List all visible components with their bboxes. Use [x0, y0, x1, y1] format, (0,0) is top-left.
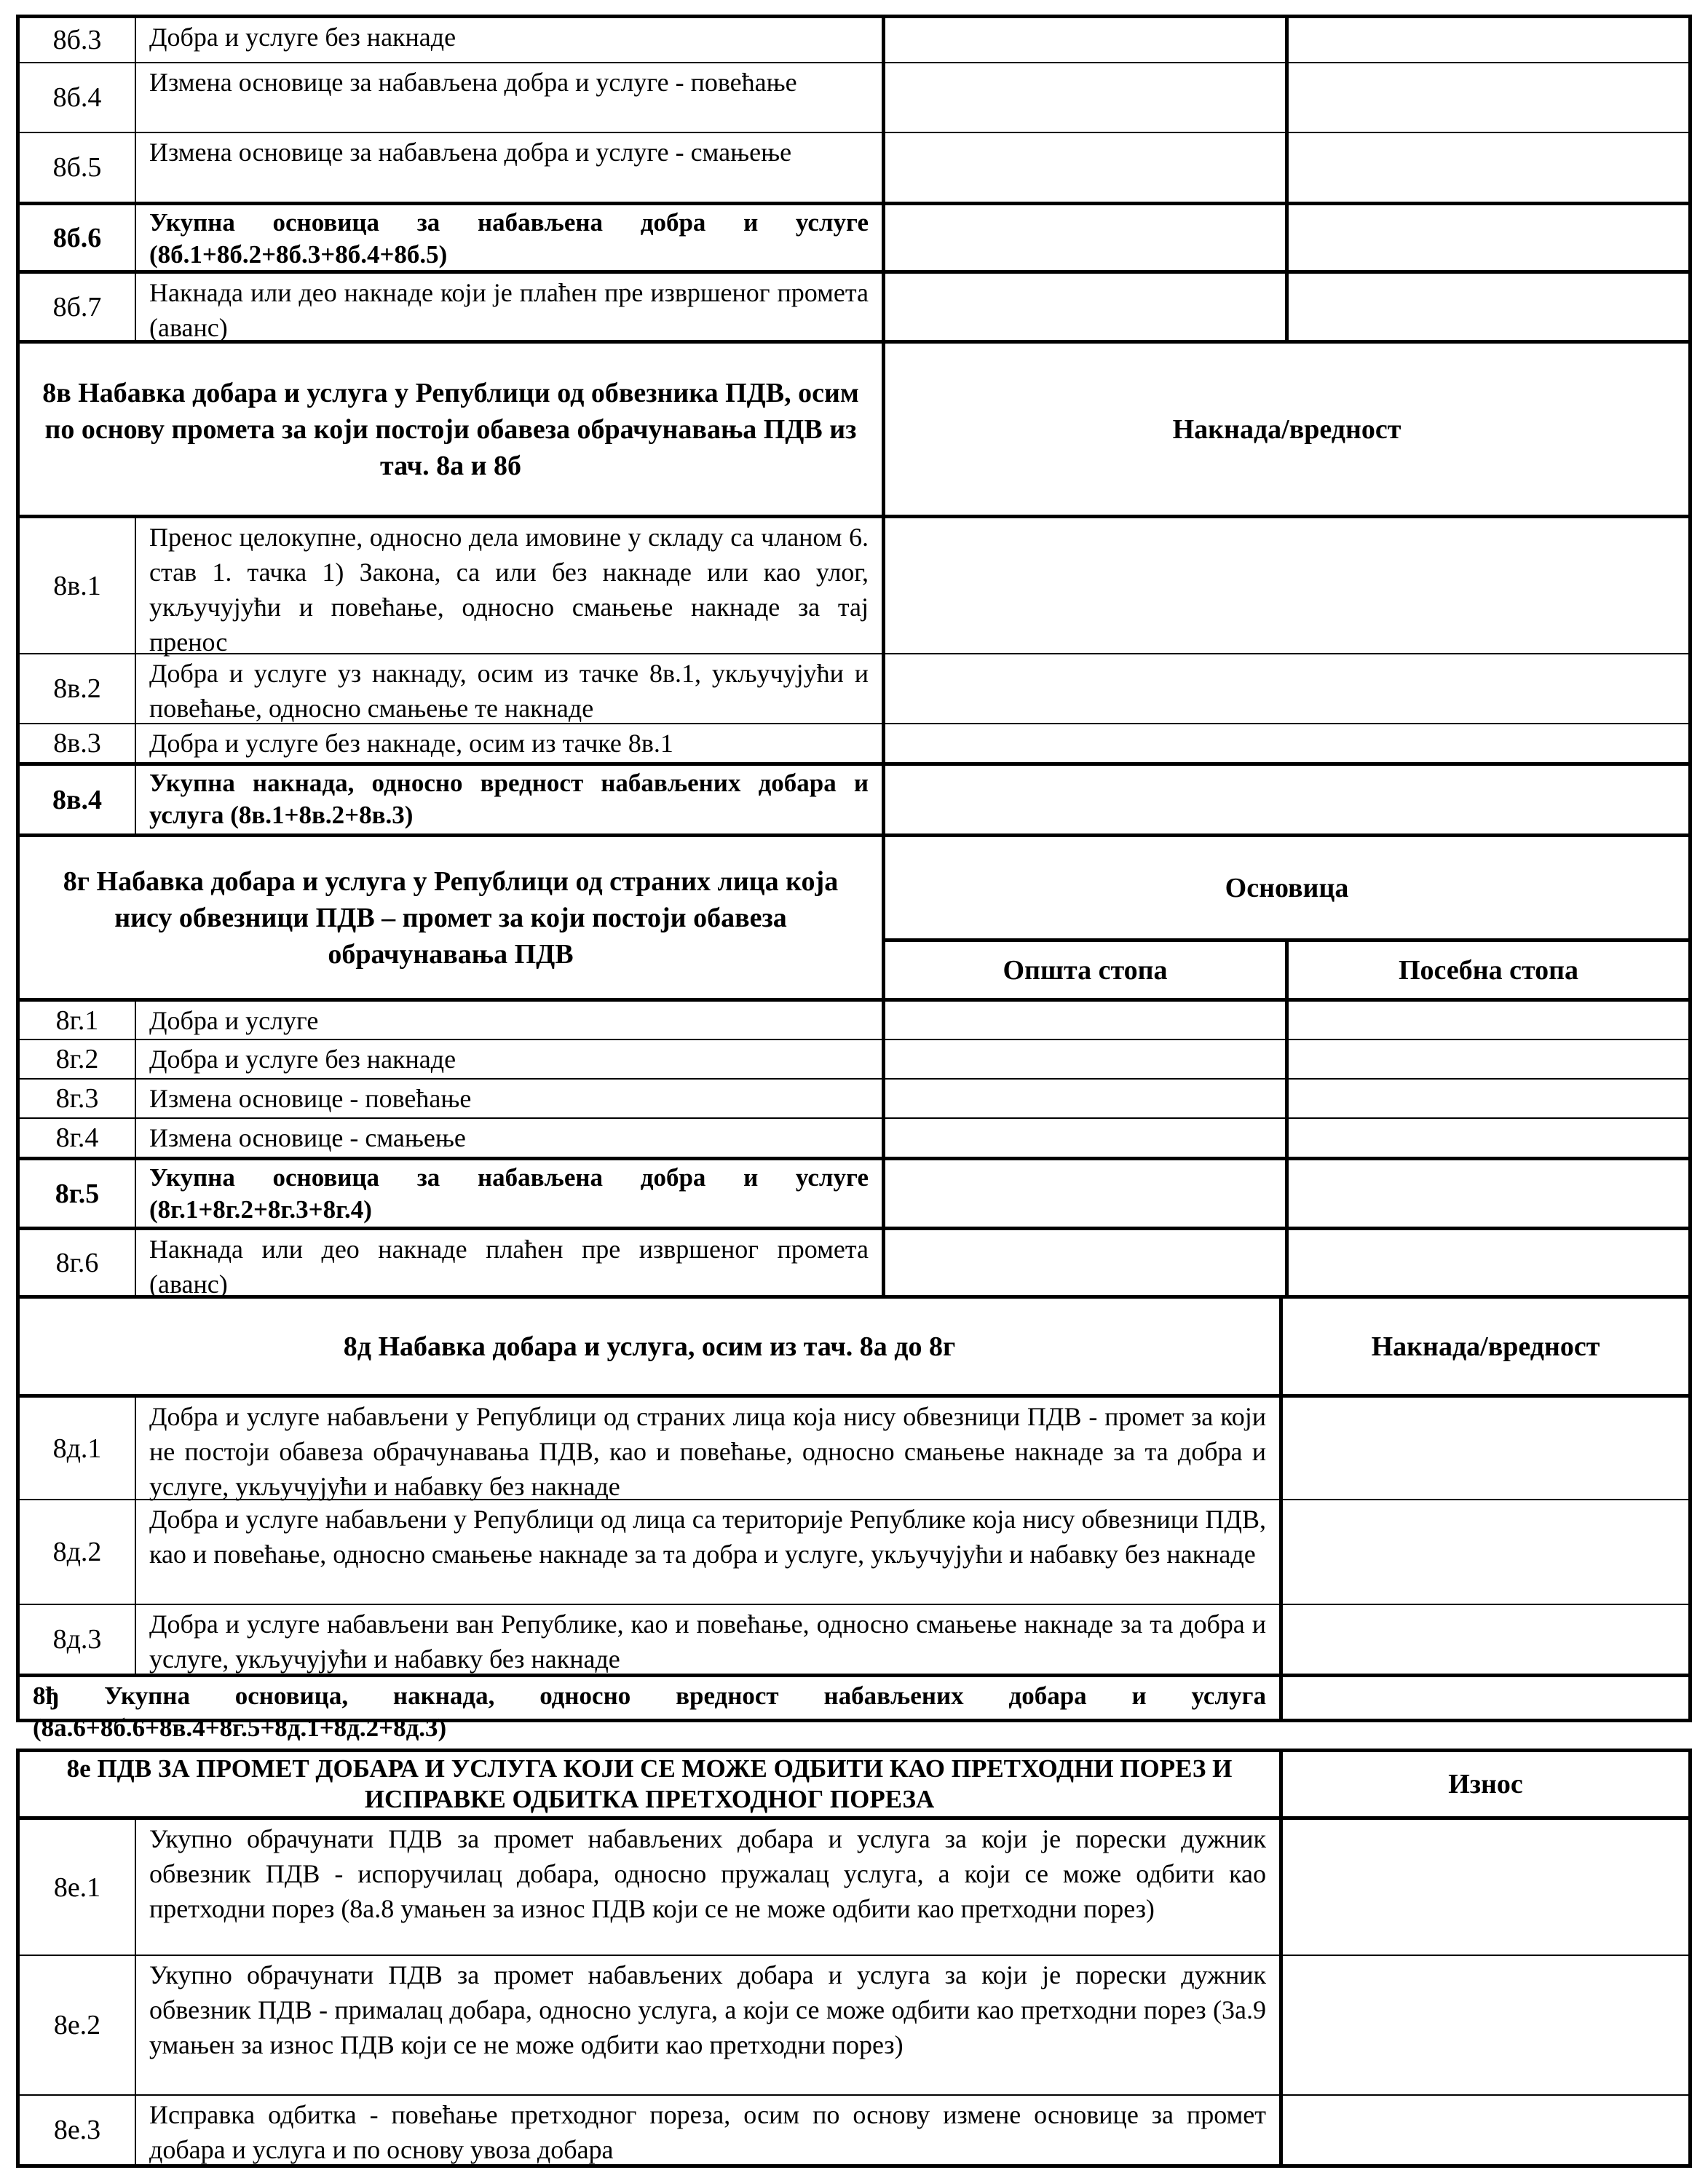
value-input-general[interactable] [882, 1160, 1285, 1227]
row-description: Добра и услуге без накнаде, осим из тачке 8в.1 [149, 729, 673, 758]
value-input-general[interactable] [882, 1040, 1285, 1078]
row-description: Измена основице за набављена добра и услуге - повећање [149, 68, 797, 97]
row-code: 8в.1 [20, 518, 136, 653]
row-code: 8в.2 [20, 654, 136, 723]
row-code: 8г.1 [20, 1002, 136, 1039]
column-header-special: Посебна стопа [1285, 942, 1688, 998]
total-row [20, 1674, 1688, 1742]
row-description: Укупно обрачунати ПДВ за промет набављених добара и услуга за који је порески дужник обвезник ПДВ - прималац добара, односно услуга, а који се може одбити као претходни порез (3а.9 умањен за износ ПДВ који се не може одбити као претходни порез) [149, 1960, 1266, 2059]
value-input-general[interactable] [882, 133, 1285, 202]
table-row [20, 653, 1688, 723]
row-description: Добра и услуге [149, 1006, 319, 1035]
column-header: Основица [1225, 872, 1349, 903]
section-title: 8д Набавка добара и услуга, осим из тач. 8а до 8г [343, 1331, 956, 1362]
value-input[interactable] [882, 724, 1688, 762]
row-description: Измена основице - смањење [149, 1123, 466, 1152]
row-code: 8г.3 [20, 1080, 136, 1117]
row-description: Добра и услуге набављени у Републици од лица са територије Републике која нису обвезници ПДВ, као и повећање, односно смањење накнаде за та добра и услуге, укључујући и набавку без накнаде [149, 1505, 1266, 1569]
value-input[interactable] [1279, 1820, 1688, 1955]
column-header-general: Општа стопа [882, 942, 1285, 998]
total-description: 8ђ Укупна основица, накнада, односно вредност набављених добара и услуга (8а.6+8б.6+8в.4+8г.5+8д.1+8д.2+8д.3) [33, 1682, 1266, 1742]
table-row [20, 1394, 1688, 1499]
row-description: Укупна основица за набављена добра и услуге (8г.1+8г.2+8г.3+8г.4) [149, 1163, 869, 1224]
table-row [20, 1955, 1688, 2094]
value-input-general[interactable] [882, 1080, 1285, 1117]
table-row [20, 1604, 1688, 1674]
row-code: 8д.2 [20, 1500, 136, 1604]
row-code: 8г.4 [20, 1119, 136, 1157]
table-row [20, 18, 1688, 62]
value-input[interactable] [882, 654, 1688, 723]
section-title: 8в Набавка добара и услуга у Републици од обвезника ПДВ, осим по основу промета за који постоји обавеза обрачунавања ПДВ из тач. 8а и 8б [42, 377, 859, 481]
column-header: Накнада/вредност [1279, 1299, 1688, 1394]
value-input-special[interactable] [1285, 274, 1688, 340]
row-description: Измена основице за набављена добра и услуге - смањење [149, 138, 792, 167]
row-code: 8д.3 [20, 1605, 136, 1674]
deductible-vat-table [16, 1749, 1692, 2168]
row-code: 8е.3 [20, 2096, 136, 2164]
section-header-8e [20, 1752, 1688, 1816]
row-description: Укупна накнада, односно вредност набављених добара и услуга (8в.1+8в.2+8в.3) [149, 769, 869, 829]
row-description: Накнада или део накнаде који је плаћен пре извршеног промета (аванс) [149, 278, 869, 342]
value-input-general[interactable] [882, 1230, 1285, 1295]
total-value-input[interactable] [1279, 1677, 1688, 1719]
row-description: Укупно обрачунати ПДВ за промет набављених добара и услуга за који је порески дужник обвезник ПДВ - испоручилац добара, односно пружалац услуга, а који се може одбити као претходни порез (8а.8 умањен за износ ПДВ који се не може одбити као претходни порез) [149, 1824, 1266, 1923]
row-code: 8е.2 [20, 1956, 136, 2094]
row-description: Пренос целокупне, односно дела имовине у складу са чланом 6. став 1. тачка 1) Закона, са или без накнаде или као улог, укључујући и повећање, односно смањење накнаде за тај пренос [149, 523, 869, 657]
row-description: Накнада или део накнаде плаћен пре извршеног промета (аванс) [149, 1235, 869, 1299]
row-description: Добра и услуге набављени у Републици од страних лица која нису обвезници ПДВ - промет за који не постоји обавеза обрачунавања ПДВ, као и повећање, односно смањење накнаде за та добра и услуге, укључујући и набавку без накнаде [149, 1402, 1266, 1501]
value-input-general[interactable] [882, 1002, 1285, 1039]
value-input-special[interactable] [1285, 63, 1688, 132]
row-code: 8г.6 [20, 1230, 136, 1295]
row-code: 8б.5 [20, 133, 136, 202]
value-input[interactable] [882, 518, 1688, 653]
section-title: 8е ПДВ ЗА ПРОМЕТ ДОБАРА И УСЛУГА КОЈИ СЕ МОЖЕ ОДБИТИ КАО ПРЕТХОДНИ ПОРЕЗ И ИСПРАВКЕ ОДБИТКА ПРЕТХОДНОГ ПОРЕЗА [66, 1754, 1233, 1813]
row-description: Добра и услуге без накнаде [149, 1045, 456, 1074]
value-input-general[interactable] [882, 274, 1285, 340]
value-input-general[interactable] [882, 205, 1285, 270]
table-row [20, 62, 1688, 132]
value-input[interactable] [1279, 1500, 1688, 1604]
column-header: Накнада/вредност [882, 344, 1688, 515]
row-description: Добра и услуге уз накнаду, осим из тачке 8в.1, укључујући и повећање, односно смањење те накнаде [149, 659, 869, 723]
value-input-special[interactable] [1285, 133, 1688, 202]
value-input-special[interactable] [1285, 1080, 1688, 1117]
vat-form-table [16, 15, 1692, 1742]
table-row [20, 2094, 1688, 2164]
table-row [20, 1227, 1688, 1299]
row-code: 8б.7 [20, 274, 136, 340]
table-row [20, 202, 1688, 270]
row-code: 8д.1 [20, 1398, 136, 1499]
table-row [20, 515, 1688, 657]
value-input-special[interactable] [1285, 1230, 1688, 1295]
row-code: 8б.4 [20, 63, 136, 132]
table-row [20, 1157, 1688, 1227]
section-header-8g [20, 833, 1688, 998]
row-description: Укупна основица за набављена добра и услуге (8б.1+8б.2+8б.3+8б.4+8б.5) [149, 208, 869, 269]
value-input[interactable] [1279, 2096, 1688, 2164]
table-row [20, 998, 1688, 1039]
column-header: Износ [1279, 1752, 1688, 1816]
table-row [20, 1078, 1688, 1117]
table-row [20, 1039, 1688, 1078]
section-header-8v [20, 340, 1688, 515]
value-input-special[interactable] [1285, 18, 1688, 62]
table-row [20, 723, 1688, 762]
row-description: Исправка одбитка - повећање претходног пореза, осим по основу измене основице за промет добара и услуга и по основу увоза добара [149, 2100, 1266, 2164]
value-input-special[interactable] [1285, 1119, 1688, 1157]
row-description: Добра и услуге набављени ван Републике, као и повећање, односно смањење накнаде за та добра и услуге, укључујући и набавку без накнаде [149, 1609, 1266, 1674]
section-title: 8г Набавка добара и услуга у Републици од страних лица која нису обвезници ПДВ – промет за који постоји обавеза обрачунавања ПДВ [63, 866, 839, 970]
row-code: 8г.2 [20, 1040, 136, 1078]
row-code: 8б.6 [20, 205, 136, 270]
section-header-8d [20, 1295, 1688, 1394]
value-input-special[interactable] [1285, 1040, 1688, 1078]
value-input[interactable] [1279, 1605, 1688, 1674]
base-header-cell [882, 837, 1688, 942]
row-code: 8в.3 [20, 724, 136, 762]
row-code: 8б.3 [20, 18, 136, 62]
value-input-special[interactable] [1285, 1002, 1688, 1039]
value-input-general[interactable] [882, 1119, 1285, 1157]
value-input[interactable] [1279, 1398, 1688, 1499]
row-code: 8е.1 [20, 1820, 136, 1955]
table-row [20, 1499, 1688, 1604]
value-input-general[interactable] [882, 63, 1285, 132]
value-input[interactable] [1279, 1956, 1688, 2094]
table-row [20, 1816, 1688, 1955]
row-description: Добра и услуге без накнаде [149, 23, 456, 52]
table-row [20, 132, 1688, 202]
table-row [20, 1117, 1688, 1157]
value-input-general[interactable] [882, 18, 1285, 62]
value-input-special[interactable] [1285, 205, 1688, 270]
row-code: 8в.4 [20, 766, 136, 833]
value-input[interactable] [882, 766, 1688, 833]
value-input-special[interactable] [1285, 1160, 1688, 1227]
row-code: 8г.5 [20, 1160, 136, 1227]
table-row [20, 762, 1688, 833]
row-description: Измена основице - повећање [149, 1084, 472, 1113]
table-row [20, 270, 1688, 340]
